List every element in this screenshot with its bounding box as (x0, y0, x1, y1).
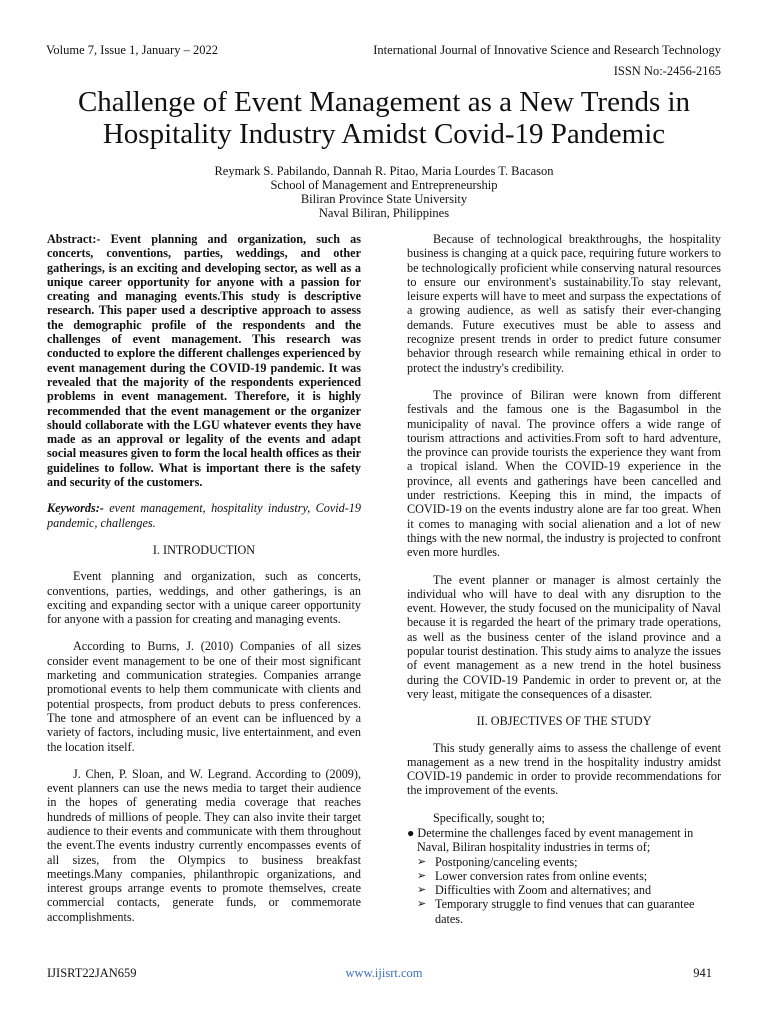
arrow-bullet-icon: ➢ (417, 884, 427, 897)
author-university: Biliran Province State University (300, 192, 468, 206)
section-heading-objectives: II. OBJECTIVES OF THE STUDY (476, 714, 652, 729)
section-heading-introduction: I. INTRODUCTION (152, 542, 256, 557)
issn: ISSN No:-2456-2165 (613, 64, 721, 78)
body-paragraph-1: Because of technological breakthroughs, the hospitality business is changing at a quick pace, requiring future workers to be technologically proficient while conserving natural resources to ensure our environment's sustainability.To stay relevant, leisure experts will have to meet and surpass the expectations of a growing audience, as well as satisfy their ever-changing demands. Future executives must be able to assess and recognize present trends in order to predict future consumer behavior through research while remaining ethical in order to protect the industry's credibility. (407, 232, 721, 375)
volume-info: Volume 7, Issue 1, January – 2022 (46, 43, 218, 57)
keywords-text: event management, hospitality industry, Covid-19 pandemic, challenges. (47, 501, 361, 530)
specific-objectives-intro: Specifically, sought to; (433, 810, 545, 825)
title-line-1: Challenge of Event Management as a New Trends in (77, 86, 691, 118)
paper-title (30, 86, 738, 150)
objective-sub-list (407, 855, 721, 926)
body-paragraph-2: The province of Biliran were known from different festivals and the famous one is the Bagasumbol in the municipality of naval. The province offers a wide range of tourism attractions and activities.From soft to hard adventure, the province can provide tourists the experience they want from a tropical island. When the COVID-19 experience in the province, all events and gatherings have been cancelled and under restrictions. Keeping this in mind, the impacts of COVID-19 on the events industry alone are far too great. When it comes to managing with social alienation and a lot of new things with the new normal, the industry is projected to confront even more hurdles. (407, 387, 721, 560)
body-paragraph-3: The event planner or manager is almost certainly the individual who will have to deal with any disruption to the event. However, the study focused on the municipality of Naval because it is regarded the heart of the primary trade operations, as well as the business center of the island province and a popular tourist destination. This study aims to analyze the issues of event management as a new trend in the hotel business during the COVID-19 Pandemic in order to prevent or, at the very least, mitigate the consequences of a disaster. (407, 572, 721, 701)
title-line-2: Hospitality Industry Amidst Covid-19 Pandemic (102, 118, 666, 150)
keywords (47, 501, 361, 530)
journal-name: International Journal of Innovative Science and Research Technology (373, 43, 721, 57)
page-number: 941 (693, 966, 712, 980)
objective-bullet: ● Determine the challenges faced by event management in Naval, Biliran hospitality industries in terms of; (407, 825, 694, 855)
abstract: Abstract:- Event planning and organization, such as concerts, conventions, parties, weddings, and other gatherings, is an exciting and developing sector, as well as a unique career opportunity for anyone with a passion for creating and managing events.This study is descriptive research. This paper used a descriptive approach to assess the demographic profile of the respondents and the challenges of event management. This research was conducted to explore the different challenges experienced by event management during the COVID-19 pandemic. It was revealed that the majority of the respondents experienced problems in event management. Therefore, it is highly recommended that the event management or the organizer should collaborate with the LGU whatever events they have made as an approval or legality of the events and adapt social measures given to form the local health offices as their guidelines to follow. What is important there is the safety and security of the customers. (47, 232, 361, 490)
author-block (60, 164, 708, 220)
list-item: ➢ Postponing/canceling events; (417, 854, 578, 869)
intro-paragraph-3: J. Chen, P. Sloan, and W. Legrand. According to (2009), event planners can use the news media to target their audience in the hopes of generating media coverage that reaches hundreds of millions of people. They can also invite their target audience to their events and communicate with them throughout the event.The events industry currently encompasses events of all sizes, from the Olympics to business breakfast meetings.Many companies, philanthropic organizations, and interest groups arrange events to promote themselves, create commercial contacts, generate funds, or commemorate accomplishments. (47, 766, 361, 924)
list-item: ➢ Lower conversion rates from online events; (417, 868, 648, 883)
author-names: Reymark S. Pabilando, Dannah R. Pitao, Maria Lourdes T. Bacason (214, 164, 554, 178)
list-item: ➢ Difficulties with Zoom and alternatives; and (417, 883, 652, 898)
intro-paragraph-1: Event planning and organization, such as concerts, conventions, parties, weddings, and other gatherings, is an exciting and expanding sector with a unique career opportunity for anyone with a passion for creating and managing events. (47, 569, 361, 627)
author-school: School of Management and Entrepreneurship (270, 178, 498, 192)
arrow-bullet-icon: ➢ (417, 898, 427, 911)
intro-paragraph-2: According to Burns, J. (2010) Companies of all sizes consider event management to be one of their most significant marketing and communication strategies. Companies arrange promotional events to help them communicate with clients and potential prospects, from product debuts to press conferences. The tone and atmosphere of an event can be influenced by a variety of factors, including music, live entertainment, and even the location itself. (47, 639, 361, 754)
left-column (47, 232, 361, 924)
journal-website-link[interactable]: www.ijisrt.com (345, 966, 423, 980)
arrow-bullet-icon: ➢ (417, 855, 427, 868)
right-column (407, 232, 721, 926)
keywords-label: Keywords:- (47, 501, 104, 516)
list-item: ➢ Temporary struggle to find venues that can guarantee dates. (417, 897, 695, 926)
paper-id: IJISRT22JAN659 (47, 966, 137, 980)
arrow-bullet-icon: ➢ (417, 869, 427, 882)
author-location: Naval Biliran, Philippines (318, 206, 450, 220)
objectives-paragraph: This study generally aims to assess the challenge of event management as a new trend in the hospitality industry amidst COVID-19 pandemic in order to provide recommendations for the improvement of the events. (407, 740, 721, 798)
